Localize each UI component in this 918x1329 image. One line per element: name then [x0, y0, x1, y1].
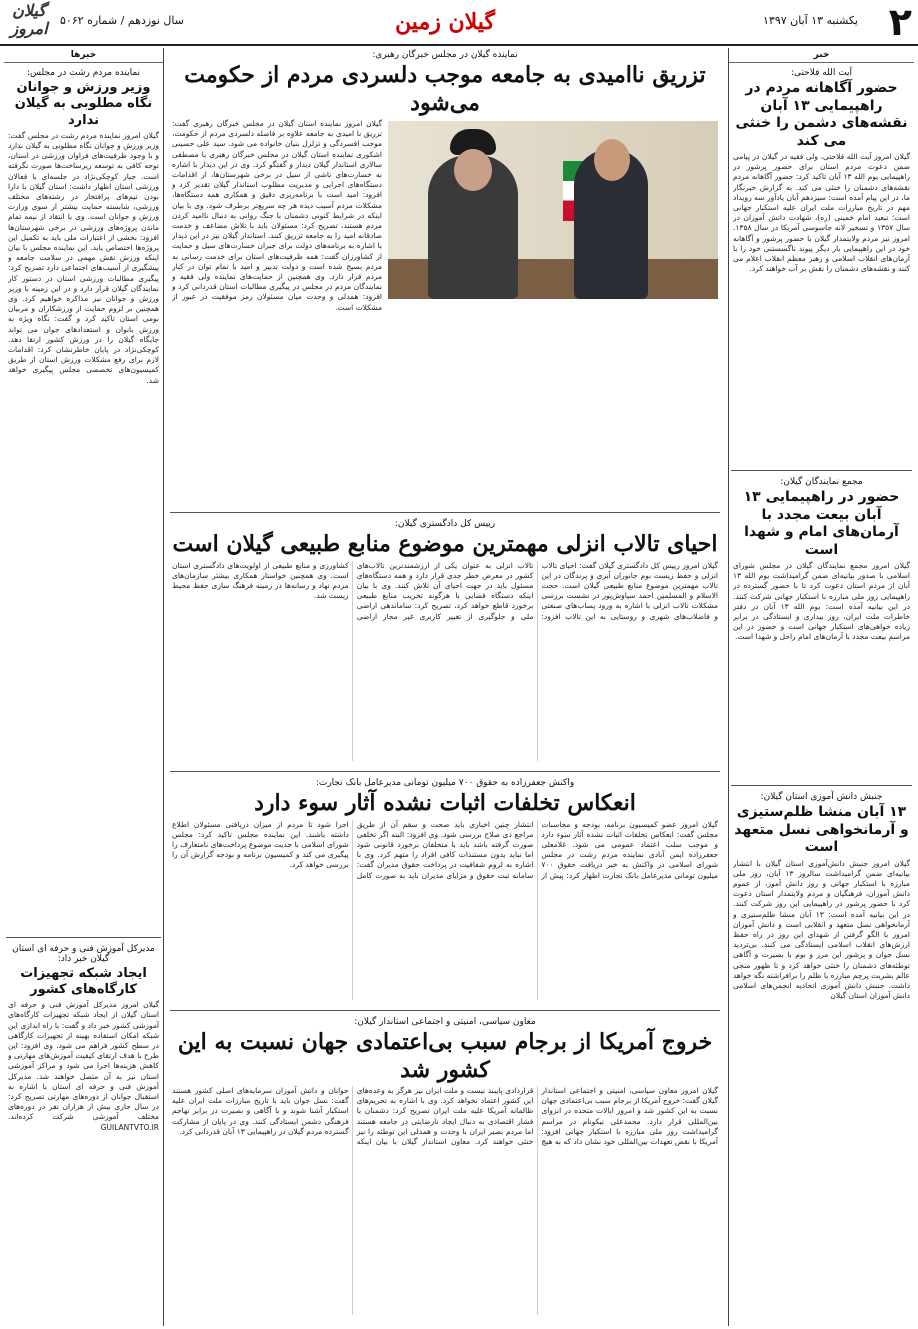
article-headline: وزیر ورزش و جوانان نگاه مطلوبی به گیلان ندارد: [14, 80, 153, 128]
page-number: ۲: [888, 0, 912, 44]
article-jcpoa: [168, 1015, 722, 1315]
newspaper-logo: گیلان امروز: [10, 1, 48, 38]
divider: [170, 1010, 720, 1011]
article-anzali-wetland: [168, 517, 722, 767]
article-kicker: واکنش جعفرزاده به حقوق ۷۰۰ میلیون تومانی مدیرعامل بانک تجارت:: [315, 778, 575, 788]
article-headline: ایجاد شبکه تجهیزات کارگاه‌های کشور: [20, 965, 147, 997]
article-body: گیلان امروز رییس کل دادگستری گیلان گفت: احیای تالاب انزلی و حفظ زیست بوم جانوران آبزی و پرندگان در این تالاب مهمترین موضوع منابع طبیعی گیلان است. حجت الاسلام و المسلمین احمد سیاوش‌پور در نشست بررسی مشکلات تالاب انزلی با اشاره به ورود پساب‌های صنعتی و فاضلاب‌های شهری و روستایی به این تالاب افزود: تالاب انزلی به عنوان یکی از ارزشمندترین تالاب‌های کشور در معرض خطر جدی قرار دارد و همه دستگاه‌های مسئول باید در جهت احیای آن تلاش کنند. وی با بیان اینکه دستگاه قضایی با هرگونه تخریب منابع طبیعی برخورد قاطع خواهد کرد، تصریح کرد: ساماندهی اراضی ملی و جلوگیری از تغییر کاربری غیر مجاز اراضی کشاورزی و منابع طبیعی از اولویت‌های دادگستری استان است. وی همچنین خواستار همکاری بیشتر سازمان‌های مردم نهاد و رسانه‌ها در زمینه فرهنگ سازی حفظ محیط زیست شد.: [172, 560, 718, 621]
masthead: [0, 0, 918, 46]
article-kicker: معاون سیاسی، امنیتی و اجتماعی استاندار گیلان:: [354, 1017, 536, 1027]
article-body: گیلان امروز جنبش دانش‌آموزی استان گیلان با انتشار بیانیه‌ای ضمن گرامیداشت سالروز ۱۳ آبان، روز ملی مبارزه با استکبار جهانی و روز دانش آموز، از عموم دانش آموزان، فرهنگیان و مردم ولایتمدار استان دعوت کرد با حضور پرشور در راهپیمایی این روز شرکت کنند. در این بیانیه آمده است: ۱۳ آبان منشا ظلم‌ستیزی و آرمانخواهی نسل متعهد و انقلابی است و دانش آموزان امروز با الگو گرفتن از شهدای این روز در راه حفظ ارزش‌های انقلاب اسلامی ایستادگی می کنند. بی‌تردید نسل جوان و پرشور این مرز و بوم با بصیرت و آگاهی توطئه‌های دشمنان را خنثی خواهد کرد و تا ظهور منجی عالم بشریت پرچم مبارزه با ظلم را برافراشته نگه خواهد داشت. جنبش دانش آموزی اتحادیه انجمن‌های اسلامی دانش آموزان استان گیلان: [733, 858, 910, 1001]
issue-date: یکشنبه ۱۳ آبان ۱۳۹۷: [763, 14, 858, 27]
article-body: گیلان امروز معاون سیاسی، امنیتی و اجتماعی استاندار گیلان گفت: خروج آمریکا از برجام سبب بی‌اعتمادی جهان نسبت به این کشور شد و امروز ایالات متحده در انزوای بین‌المللی قرار دارد. محمدعلی نیکونام در مراسم گرامیداشت روز ملی مبارزه با استکبار جهانی افزود: آمریکا با نقض تعهدات بین‌المللی خود نشان داد که به هیچ قراردادی پایبند نیست و ملت ایران نیز هرگز به وعده‌های این کشور اعتماد نخواهد کرد. وی با اشاره به تحریم‌های ظالمانه آمریکا علیه ملت ایران تصریح کرد: دشمنان با فشار اقتصادی به دنبال ایجاد نارضایتی در جامعه هستند اما مردم بصیر ایران با وحدت و همدلی این توطئه را نیز خنثی خواهند کرد. معاون استاندار گیلان با بیان اینکه جوانان و دانش آموزان سرمایه‌های اصلی کشور هستند گفت: نسل جوان باید با تاریخ مبارزات ملت ایران علیه استکبار آشنا شوند و با آگاهی و بصیرت در برابر تهاجم فرهنگی دشمن ایستادگی کنند. وی در پایان از مشارکت گسترده مردم گیلان در راهپیمایی ۱۳ آبان قدردانی کرد.: [172, 1086, 718, 1147]
article-kicker: مدیرکل آموزش فنی و حرفه ای استان گیلان خبر داد:: [12, 943, 155, 964]
article-falahati: [729, 66, 914, 466]
article-headline: ۱۳ آبان منشا ظلم‌ستیزی و آرمانخواهی نسل متعهد است: [734, 804, 909, 855]
divider: [731, 470, 912, 471]
article-jafarzadeh: [168, 776, 722, 1006]
article-body: گیلان امروز آیت الله فلاحتی، ولی فقیه در گیلان در پیامی ضمن دعوت مردم استان برای حضور پرشور در راهپیمایی یوم الله ۱۳ آبان تاکید کرد: حضور آگاهانه مردم نقشه‌های دشمنان را خنثی می کند. به گزارش خبرنگار ما، در این پیام آمده است: سیزدهم آبان یادآور سه رویداد مهم در تاریخ مبارزات ملت ایران علیه استکبار جهانی است؛ تبعید امام خمینی (ره)، شهادت دانش آموزان در سال ۱۳۵۷ و تسخیر لانه جاسوسی آمریکا در سال ۱۳۵۸. امروز نیز مردم ولایتمدار گیلان با حضور پرشور و آگاهانه خود در این راهپیمایی بار دیگر پیوند ناگسستنی خود را با آرمان‌های انقلاب اسلامی و رهبر معظم انقلاب اعلام می کنند و نقشه‌های دشمنان را نقش بر آب خواهند کرد.: [733, 152, 910, 274]
article-body: گیلان امروز عضو کمیسیون برنامه، بودجه و محاسبات مجلس گفت: انعکاس تخلفات اثبات نشده آثار سوء دارد و موجب سلب اعتماد عمومی می شود. غلامعلی جعفرزاده ایمن آبادی نماینده مردم رشت در مجلس شورای اسلامی در واکنش به خبر دریافت حقوق ۷۰۰ میلیون تومانی مدیرعامل بانک تجارت اظهار کرد: پیش از انتشار چنین اخباری باید صحت و سقم آن از طریق مراجع ذی صلاح بررسی شود. وی افزود: البته اگر تخلفی صورت گرفته باشد باید با متخلفان برخورد قانونی شود اما نباید بدون مستندات کافی افراد را متهم کرد. وی با اشاره به لزوم شفافیت در پرداخت حقوق مدیران گفت: سامانه ثبت حقوق و مزایای مدیران باید به صورت کامل اجرا شود تا مردم از میزان دریافتی مسئولان اطلاع داشته باشند. این نماینده مجلس تاکید کرد: مجلس شورای اسلامی با جدیت موضوع پرداخت‌های نامتعارف را پیگیری می کند و کمیسیون برنامه و بودجه گزارش آن را بررسی خواهد کرد.: [172, 819, 718, 880]
main-column: [168, 48, 722, 1326]
article-students: [729, 790, 914, 1326]
left-column-label: خبرها: [4, 48, 163, 63]
article-sports-minister: [4, 66, 163, 933]
article-kicker: آیت الله فلاحتی:: [790, 68, 853, 78]
article-headline: حضور در راهپیمایی ۱۳ آبان بیعت مجدد با آرمان‌های امام و شهدا است: [743, 489, 900, 558]
divider: [731, 785, 912, 786]
left-column: [4, 48, 164, 1326]
article-headline: انعکاس تخلفات اثبات نشده آثار سوء دارد: [254, 790, 636, 816]
article-headline: تزریق ناامیدی به جامعه موجب دلسردی مردم از حکومت می‌شود: [184, 62, 706, 116]
article-body: گیلان امروز مدیرکل آموزش فنی و حرفه ای استان گیلان از ایجاد شبکه تجهیزات کارگاه‌های آموزشی کشور خبر داد و گفت: با راه اندازی این شبکه امکان استفاده بهینه از تجهیزات کارگاهی در سطح کشور فراهم می شود. وی افزود: این طرح با هدف ارتقای کیفیت آموزش‌های مهارتی و کاهش هزینه‌ها اجرا می شود و مراکز آموزشی استان نیز به آن متصل خواهند شد. مدیرکل آموزش فنی و حرفه ای استان با اشاره به استقبال جوانان از دوره‌های مهارتی تصریح کرد: در سال جاری بیش از هزاران نفر در دوره‌های مختلف آموزشی شرکت کرده‌اند. GUILANTVTO.IR: [8, 1000, 159, 1132]
article-mps: [729, 475, 914, 781]
divider: [170, 771, 720, 772]
article-vocational: [4, 942, 163, 1303]
article-headline: خروج آمریکا از برجام سبب بی‌اعتمادی جهان نسبت به این کشور شد: [177, 1029, 713, 1083]
article-headline: احیای تالاب انزلی مهمترین موضوع منابع طبیعی گیلان است: [172, 531, 718, 557]
article-kicker: رییس کل دادگستری گیلان:: [394, 519, 496, 529]
article-body: گیلان امروز نماینده استان گیلان در مجلس خبرگان رهبری گفت: تزریق نا امیدی به جامعه علاوه بر فاصله دلسردی مردم از حکومت، موجب افسردگی و تزلزل بنیان خانواده می شود. سید علی حسینی اشکوری نماینده استان گیلان در مجلس خبرگان رهبری با مصطفی سالاری استاندار گیلان دیدار و گفتگو کرد. وی در این دیدار با اشاره به خسارت‌های ناشی از سیل در برخی شهرستان‌ها، از اقدامات دستگاه‌های اجرایی و مدیریت مطلوب استاندار گیلان تقدیر کرد و افزود: امید است با برنامه‌ریزی دقیق و همکاری همه دستگاه‌ها، مشکلات مردم آسیب دیده هر چه سریع‌تر برطرف شود. وی با بیان اینکه در شرایط کنونی دشمنان با جنگ روانی به دنبال ناامید کردن مردم هستند، تصریح کرد: مسئولان باید با تلاش مضاعف و خدمت صادقانه امید را به جامعه تزریق کنند. استاندار گیلان نیز در این دیدار با اشاره به برنامه‌های دولت برای جبران خسارت‌های سیل و حمایت از کشاورزان گفت: همه ظرفیت‌های استان برای خدمت رسانی به مردم بسیج شده است و دولت تدبیر و امید با تمام توان در کنار مردم قرار دارد. وی همچنین از حمایت‌های نماینده ولی فقیه و نمایندگان مردم در مجلس در پیگیری مطالبات استان قدردانی کرد و افزود: همدلی و وحدت میان مسئولان رمز موفقیت در عبور از مشکلات است.: [172, 119, 382, 312]
divider: [6, 937, 161, 938]
article-kicker: نماینده گیلان در مجلس خبرگان رهبری:: [372, 50, 518, 60]
article-body: گیلان امروز مجمع نمایندگان گیلان در مجلس شورای اسلامی با صدور بیانیه‌ای ضمن گرامیداشت یوم الله ۱۳ آبان از مردم استان دعوت کرد تا با حضور گسترده در راهپیمایی روز ملی مبارزه با استکبار جهانی شرکت کنند. در این بیانیه آمده است: یوم الله ۱۳ آبان در دفتر خاطرات ملت ایران، روز بیداری و ایستادگی در برابر زیاده خواهی‌های استکبار جهانی است و حضور در این مراسم بیعت مجدد با آرمان‌های امام راحل و شهدا است.: [733, 561, 910, 642]
issue-number: سال نوزدهم / شماره ۵۰۶۲: [60, 14, 184, 27]
article-body: گیلان امروز نماینده مردم رشت در مجلس گفت: وزیر ورزش و جوانان نگاه مطلوبی به گیلان ندارد و با وجود ظرفیت‌های فراوان ورزشی در استان، توجه کافی به توسعه زیرساخت‌ها صورت نگرفته است. جبار کوچکی‌نژاد در جلسه‌ای با فعالان ورزشی استان اظهار داشت: استان گیلان با دارا بودن تیم‌های پرافتخار در رشته‌های مختلف ورزشی، شایسته حمایت بیشتر از سوی وزارت ورزش و جوانان است. وی با انتقاد از نیمه تمام ماندن پروژه‌های ورزشی در برخی شهرستان‌ها افزود: بخشی از اعتبارات ملی باید به تکمیل این پروژه‌ها اختصاص یابد. این نماینده مجلس با بیان اینکه ورزش نقش مهمی در سلامت جامعه و پیشگیری از آسیب‌های اجتماعی دارد تصریح کرد: پیگیری مطالبات ورزشی استان در دستور کار نمایندگان گیلان قرار دارد و در این زمینه با وزیر ورزش و جوانان نیز مذاکره خواهیم کرد. وی همچنین بر لزوم حمایت از ورزشکاران و مربیان بومی استان تاکید کرد و گفت: نگاه ویژه به ورزش بانوان و استعدادهای جوان می تواند جایگاه گیلان را در ورزش کشور ارتقا دهد. کوچکی‌نژاد در پایان خاطرنشان کرد: اقدامات لازم برای رفع مشکلات ورزش استان از طریق کمیسیون‌های تخصصی مجلس پیگیری خواهد شد.: [8, 130, 159, 385]
meeting-photo: [388, 121, 718, 299]
right-column-label: خبر: [729, 48, 914, 63]
divider: [170, 512, 720, 513]
right-column: [728, 48, 914, 1326]
article-headline: حضور آگاهانه مردم در راهپیمایی ۱۳ آبان نقشه‌های دشمن را خنثی می کند: [735, 80, 908, 149]
article-kicker: نماینده مردم رشت در مجلس:: [26, 68, 141, 78]
article-kicker: جنبش دانش آموزی استان گیلان:: [760, 792, 883, 802]
article-khobregan: [168, 48, 722, 508]
section-title: گیلان زمین: [395, 9, 495, 35]
article-kicker: مجمع نمایندگان گیلان:: [780, 477, 863, 487]
